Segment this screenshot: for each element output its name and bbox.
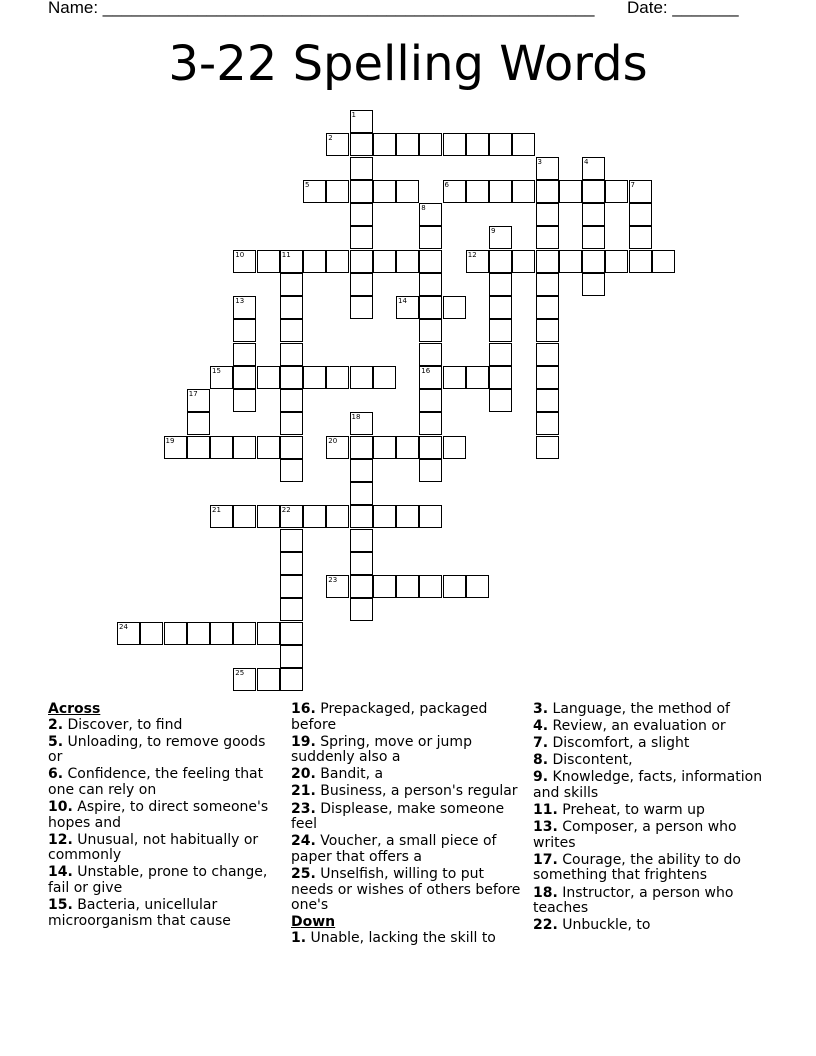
grid-cell[interactable]	[280, 412, 303, 435]
grid-cell[interactable]	[536, 273, 559, 296]
clue-number: 2.	[48, 716, 64, 733]
grid-cell[interactable]	[303, 505, 326, 528]
clue-number: 11.	[533, 802, 558, 819]
clue-text: Instructor, a person who teaches	[533, 884, 734, 917]
grid-cell[interactable]	[164, 622, 187, 645]
clues-column-2	[291, 702, 523, 948]
clue-text: Discontent,	[548, 752, 633, 769]
grid-cell[interactable]	[210, 505, 233, 528]
grid-cell[interactable]	[419, 575, 442, 598]
grid-cell[interactable]	[536, 250, 559, 273]
clue-text: Language, the method of	[548, 701, 730, 717]
clue-number: 19.	[291, 733, 316, 750]
clue-number: 11	[281, 250, 291, 259]
grid-cell[interactable]	[536, 436, 559, 459]
grid-cell[interactable]	[326, 133, 349, 156]
clue-text: Knowledge, facts, information and skills	[533, 769, 763, 801]
clue-number: 4	[584, 157, 589, 166]
grid-cell[interactable]	[582, 180, 605, 203]
grid-cell[interactable]	[280, 343, 303, 366]
grid-cell[interactable]	[419, 273, 442, 296]
grid-cell[interactable]	[419, 412, 442, 435]
grid-cell[interactable]	[233, 622, 256, 645]
clue-number: 13	[235, 297, 245, 305]
grid-cell[interactable]	[443, 296, 466, 319]
grid-cell[interactable]	[280, 552, 303, 575]
grid-cell[interactable]	[373, 180, 396, 203]
grid-cell[interactable]	[257, 250, 280, 273]
grid-cell[interactable]	[443, 133, 466, 156]
clue-number: 22	[281, 506, 291, 515]
clue-number: 25.	[291, 865, 316, 882]
grid-cell[interactable]	[233, 668, 256, 691]
grid-cell[interactable]	[257, 622, 280, 645]
grid-cell[interactable]	[419, 436, 442, 459]
clue-text: Confidence, the feeling that one can rely on	[48, 766, 264, 798]
down-clue	[533, 803, 765, 819]
across-clue	[48, 833, 274, 864]
grid-cell[interactable]	[419, 319, 442, 342]
grid-cell[interactable]	[233, 436, 256, 459]
clue-number: 21	[212, 506, 221, 515]
clue-number: 17	[188, 390, 198, 398]
grid-cell[interactable]	[419, 459, 442, 482]
grid-cell[interactable]	[280, 598, 303, 621]
grid-cell[interactable]	[233, 250, 256, 273]
down-clue	[533, 719, 765, 735]
grid-cell[interactable]	[117, 622, 140, 645]
clues-column-3	[533, 702, 765, 935]
grid-cell[interactable]	[466, 133, 489, 156]
grid-cell[interactable]	[536, 157, 559, 180]
grid-cell[interactable]	[350, 180, 373, 203]
grid-cell[interactable]	[582, 250, 605, 273]
grid-cell[interactable]	[350, 110, 373, 133]
grid-cell[interactable]	[419, 389, 442, 412]
clue-text: Bacteria, unicellular microorganism that cause	[48, 897, 231, 929]
grid-cell[interactable]	[536, 203, 559, 226]
clue-text: Discover, to find	[63, 716, 183, 733]
grid-cell[interactable]	[233, 343, 256, 366]
clue-text: Unusual, not habitually or commonly	[48, 831, 259, 864]
grid-cell[interactable]	[396, 180, 419, 203]
grid-cell[interactable]	[350, 505, 373, 528]
clue-number: 17.	[533, 851, 558, 868]
grid-cell[interactable]	[350, 575, 373, 598]
grid-cell[interactable]	[233, 296, 256, 319]
clue-number: 4.	[533, 718, 549, 735]
grid-cell[interactable]	[210, 436, 233, 459]
down-clue	[533, 918, 765, 934]
grid-cell[interactable]	[326, 436, 349, 459]
grid-cell[interactable]	[396, 133, 419, 156]
grid-cell[interactable]	[512, 133, 535, 156]
grid-cell[interactable]	[419, 343, 442, 366]
grid-cell[interactable]	[559, 180, 582, 203]
grid-cell[interactable]	[443, 436, 466, 459]
clue-number: 3.	[533, 701, 549, 717]
grid-cell[interactable]	[536, 296, 559, 319]
clue-number: 18.	[533, 884, 558, 901]
grid-cell[interactable]	[419, 133, 442, 156]
page-title: 3-22 Spelling Words	[168, 36, 648, 92]
grid-cell[interactable]	[489, 319, 512, 342]
clue-number: 16	[421, 366, 431, 375]
down-heading: Down	[291, 914, 336, 931]
grid-cell[interactable]	[280, 250, 303, 273]
grid-cell[interactable]	[629, 226, 652, 249]
grid-cell[interactable]	[443, 366, 466, 389]
down-clue	[291, 931, 523, 947]
grid-cell[interactable]	[512, 180, 535, 203]
grid-cell[interactable]	[326, 505, 349, 528]
clue-text: Unable, lacking the skill to	[306, 929, 496, 946]
grid-cell[interactable]	[536, 412, 559, 435]
grid-cell[interactable]	[373, 436, 396, 459]
clue-number: 8.	[533, 752, 549, 769]
grid-cell[interactable]	[582, 157, 605, 180]
down-clue	[533, 736, 765, 752]
grid-cell[interactable]	[233, 366, 256, 389]
clue-number: 13.	[533, 819, 558, 836]
grid-cell[interactable]	[350, 459, 373, 482]
clue-number: 9	[491, 227, 496, 236]
grid-cell[interactable]	[582, 273, 605, 296]
clue-number: 20	[328, 436, 338, 445]
clue-text: Spring, move or jump suddenly also a	[291, 733, 472, 766]
across-clue	[48, 865, 274, 896]
grid-cell[interactable]	[419, 250, 442, 273]
grid-cell[interactable]	[350, 133, 373, 156]
clue-number: 6	[444, 180, 449, 189]
across-clue	[48, 767, 274, 798]
grid-cell[interactable]	[489, 273, 512, 296]
clue-number: 2	[328, 134, 333, 143]
grid-cell[interactable]	[350, 482, 373, 505]
grid-cell[interactable]	[419, 366, 442, 389]
grid-cell[interactable]	[187, 622, 210, 645]
down-clue	[533, 886, 765, 917]
name-field-label: Name: ____________________________________________________	[48, 0, 595, 17]
clue-text: Discomfort, a slight	[548, 735, 690, 752]
grid-cell[interactable]	[605, 250, 628, 273]
clue-number: 12	[467, 250, 477, 259]
grid-cell[interactable]	[466, 366, 489, 389]
grid-cell[interactable]	[257, 436, 280, 459]
clue-text: Prepackaged, packaged before	[291, 701, 488, 733]
grid-cell[interactable]	[350, 366, 373, 389]
grid-cell[interactable]	[629, 180, 652, 203]
clue-number: 25	[235, 669, 245, 677]
clue-text: Displease, make someone feel	[291, 800, 505, 833]
clue-number: 14.	[48, 864, 73, 881]
grid-cell[interactable]	[280, 505, 303, 528]
clue-number: 15.	[48, 897, 73, 914]
clues-column-1	[48, 702, 274, 931]
grid-cell[interactable]	[280, 622, 303, 645]
clue-number: 1	[351, 111, 356, 119]
clue-number: 5	[305, 180, 310, 189]
clue-text: Unstable, prone to change, fail or give	[48, 864, 268, 897]
grid-cell[interactable]	[140, 622, 163, 645]
down-clue	[533, 753, 765, 769]
grid-cell[interactable]	[582, 226, 605, 249]
down-clue	[533, 820, 765, 851]
clue-number: 20.	[291, 766, 316, 783]
clue-text: Courage, the ability to do something that frightens	[533, 851, 741, 884]
grid-cell[interactable]	[652, 250, 675, 273]
clue-number: 8	[421, 204, 426, 212]
grid-cell[interactable]	[326, 250, 349, 273]
down-clue	[533, 770, 765, 801]
grid-cell[interactable]	[326, 180, 349, 203]
grid-cell[interactable]	[187, 412, 210, 435]
across-clue	[291, 735, 523, 766]
clue-text: Unloading, to remove goods or	[48, 733, 266, 766]
clue-number: 12.	[48, 831, 73, 848]
grid-cell[interactable]	[489, 133, 512, 156]
clue-number: 6.	[48, 766, 64, 783]
grid-cell[interactable]	[536, 226, 559, 249]
grid-cell[interactable]	[396, 505, 419, 528]
clue-text: Aspire, to direct someone's hopes and	[48, 799, 269, 831]
clue-number: 3	[537, 157, 542, 166]
clue-number: 7.	[533, 735, 549, 752]
clue-text: Bandit, a	[315, 766, 384, 783]
date-field-label: Date: _______	[627, 0, 739, 17]
grid-cell[interactable]	[280, 575, 303, 598]
grid-cell[interactable]	[512, 250, 535, 273]
across-clue	[291, 784, 523, 800]
grid-cell[interactable]	[350, 226, 373, 249]
grid-cell[interactable]	[536, 389, 559, 412]
grid-cell[interactable]	[559, 250, 582, 273]
clue-text: Unselfish, willing to put needs or wishes of others before one's	[291, 865, 521, 914]
grid-cell[interactable]	[536, 366, 559, 389]
across-clue	[291, 867, 523, 914]
grid-cell[interactable]	[373, 133, 396, 156]
across-clue	[291, 834, 523, 865]
grid-cell[interactable]	[350, 203, 373, 226]
clue-number: 10.	[48, 799, 73, 816]
grid-cell[interactable]	[303, 366, 326, 389]
grid-cell[interactable]	[373, 575, 396, 598]
grid-cell[interactable]	[443, 575, 466, 598]
grid-cell[interactable]	[280, 366, 303, 389]
grid-cell[interactable]	[443, 180, 466, 203]
grid-cell[interactable]	[350, 552, 373, 575]
grid-cell[interactable]	[629, 250, 652, 273]
grid-cell[interactable]	[210, 622, 233, 645]
grid-cell[interactable]	[350, 157, 373, 180]
across-clue	[291, 802, 523, 833]
across-clue	[48, 800, 274, 831]
grid-cell[interactable]	[396, 296, 419, 319]
grid-cell[interactable]	[605, 180, 628, 203]
grid-cell[interactable]	[303, 180, 326, 203]
clue-number: 15	[212, 366, 221, 375]
grid-cell[interactable]	[419, 203, 442, 226]
grid-cell[interactable]	[280, 296, 303, 319]
grid-cell[interactable]	[233, 389, 256, 412]
grid-cell[interactable]	[350, 412, 373, 435]
grid-cell[interactable]	[419, 505, 442, 528]
grid-cell[interactable]	[373, 250, 396, 273]
grid-cell[interactable]	[536, 343, 559, 366]
across-clue	[291, 702, 523, 733]
grid-cell[interactable]	[466, 575, 489, 598]
down-clue	[533, 853, 765, 884]
grid-cell[interactable]	[280, 319, 303, 342]
clue-number: 23	[328, 576, 338, 584]
grid-cell[interactable]	[233, 319, 256, 342]
grid-cell[interactable]	[489, 343, 512, 366]
clue-number: 23.	[291, 800, 316, 817]
clue-number: 19	[165, 436, 175, 445]
clue-text: Business, a person's regular	[315, 783, 518, 800]
across-clue	[48, 735, 274, 766]
grid-cell[interactable]	[187, 436, 210, 459]
grid-cell[interactable]	[466, 250, 489, 273]
grid-cell[interactable]	[280, 389, 303, 412]
clue-text: Composer, a person who writes	[533, 819, 737, 851]
grid-cell[interactable]	[257, 668, 280, 691]
across-clue	[291, 767, 523, 783]
grid-cell[interactable]	[257, 505, 280, 528]
grid-cell[interactable]	[280, 459, 303, 482]
grid-cell[interactable]	[466, 180, 489, 203]
clue-number: 1.	[291, 929, 307, 946]
clue-number: 5.	[48, 733, 64, 750]
grid-cell[interactable]	[326, 575, 349, 598]
grid-cell[interactable]	[350, 436, 373, 459]
clue-number: 22.	[533, 917, 558, 934]
grid-cell[interactable]	[280, 273, 303, 296]
across-clue	[48, 718, 274, 734]
grid-cell[interactable]	[303, 250, 326, 273]
across-heading: Across	[48, 701, 101, 717]
grid-cell[interactable]	[373, 366, 396, 389]
grid-cell[interactable]	[419, 296, 442, 319]
grid-cell[interactable]	[536, 319, 559, 342]
grid-cell[interactable]	[187, 389, 210, 412]
grid-cell[interactable]	[489, 389, 512, 412]
grid-cell[interactable]	[419, 226, 442, 249]
grid-cell[interactable]	[280, 529, 303, 552]
grid-cell[interactable]	[489, 250, 512, 273]
clue-number: 7	[630, 180, 635, 189]
clue-number: 21.	[291, 783, 316, 800]
clue-number: 9.	[533, 769, 549, 786]
clue-text: Review, an evaluation or	[548, 718, 726, 735]
clue-text: Voucher, a small piece of paper that offers a	[291, 833, 497, 865]
grid-cell[interactable]	[350, 598, 373, 621]
grid-cell[interactable]	[350, 250, 373, 273]
grid-cell[interactable]	[280, 668, 303, 691]
clue-number: 16.	[291, 701, 316, 717]
grid-cell[interactable]	[489, 296, 512, 319]
grid-cell[interactable]	[489, 226, 512, 249]
grid-cell[interactable]	[396, 250, 419, 273]
grid-cell[interactable]	[489, 180, 512, 203]
grid-cell[interactable]	[489, 366, 512, 389]
grid-cell[interactable]	[350, 273, 373, 296]
grid-cell[interactable]	[396, 436, 419, 459]
grid-cell[interactable]	[233, 505, 256, 528]
clue-number: 14	[398, 297, 407, 305]
grid-cell[interactable]	[629, 203, 652, 226]
grid-cell[interactable]	[280, 436, 303, 459]
clue-text: Preheat, to warm up	[557, 802, 705, 819]
clue-number: 24.	[291, 833, 316, 850]
clue-number: 10	[235, 250, 245, 259]
grid-cell[interactable]	[582, 203, 605, 226]
down-clue	[533, 702, 765, 718]
grid-cell[interactable]	[280, 645, 303, 668]
grid-cell[interactable]	[373, 505, 396, 528]
clue-text: Unbuckle, to	[557, 917, 651, 934]
grid-cell[interactable]	[536, 180, 559, 203]
grid-cell[interactable]	[210, 366, 233, 389]
clue-number: 24	[119, 622, 128, 631]
grid-cell[interactable]	[350, 529, 373, 552]
grid-cell[interactable]	[326, 366, 349, 389]
across-clue	[48, 898, 274, 929]
grid-cell[interactable]	[164, 436, 187, 459]
grid-cell[interactable]	[396, 575, 419, 598]
grid-cell[interactable]	[257, 366, 280, 389]
clue-number: 18	[351, 413, 361, 422]
grid-cell[interactable]	[350, 296, 373, 319]
